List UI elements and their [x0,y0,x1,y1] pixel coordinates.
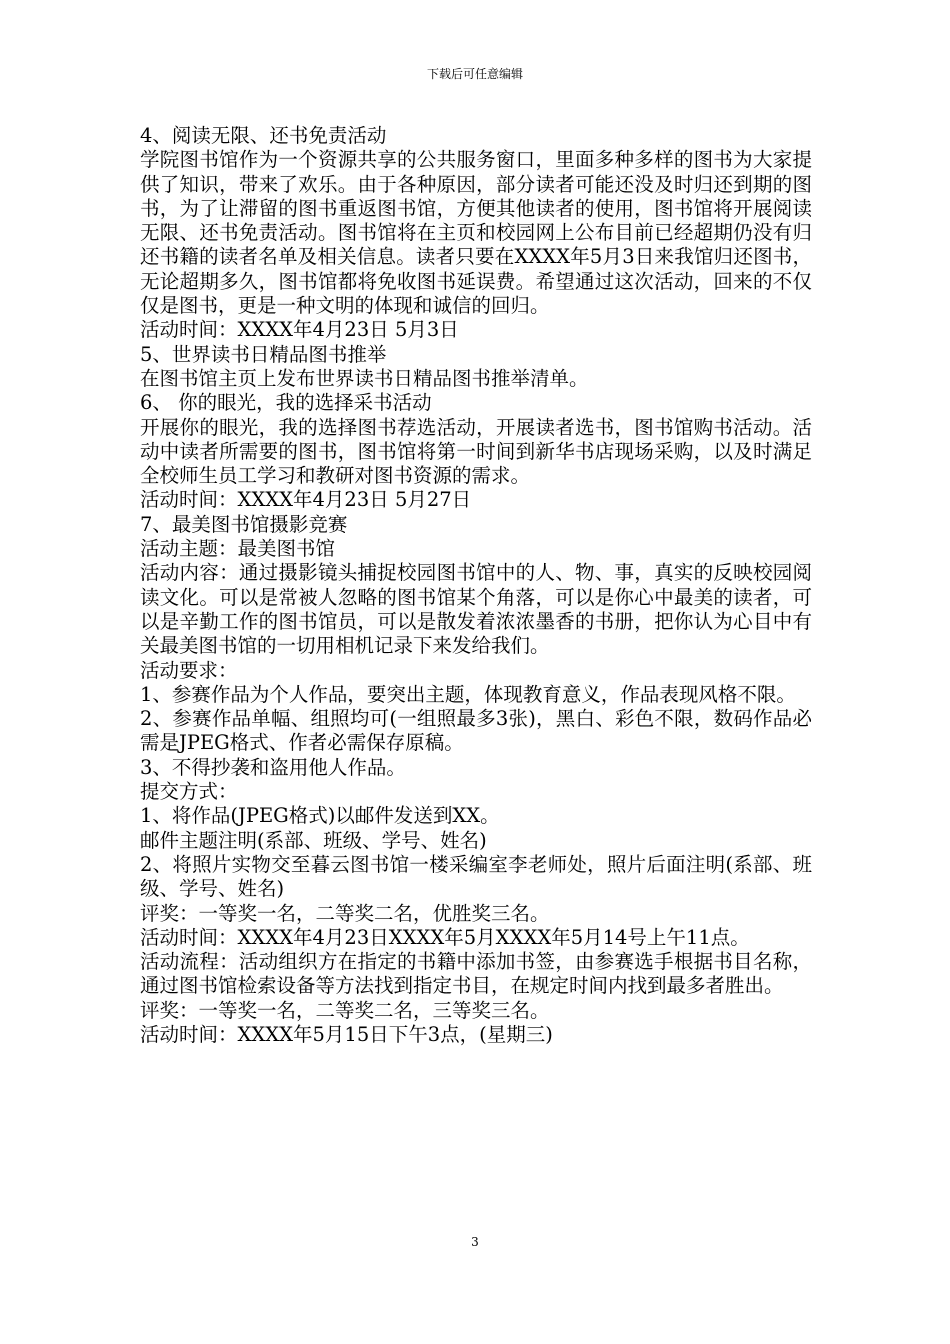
section-heading-6: 6、 你的眼光，我的选择采书活动 [140,391,432,415]
section-heading-7: 7、最美图书馆摄影竞赛 [140,512,348,536]
submission-item: 1、将作品(JPEG格式)以邮件发送到XX。 [140,804,500,828]
activity-time: 活动时间：XXXX年4月23日 5月27日 [140,488,472,512]
requirement-item: 2、参赛作品单幅、组照均可(一组照最多3张)，黑白、彩色不限，数码作品必需是JPEG格式、作者必需保存原稿。 [140,707,812,755]
paragraph: 开展你的眼光，我的选择图书荐选活动，开展读者选书，图书馆购书活动。活动中读者所需要的图书，图书馆将第一时间到新华书店现场采购，以及时满足全校师生员工学习和教研对图书资源的需求。 [140,415,812,488]
awards: 评奖：一等奖一名，二等奖二名，优胜奖三名。 [140,901,550,925]
section-heading-4: 4、阅读无限、还书免责活动 [140,124,387,147]
paragraph: 在图书馆主页上发布世界读书日精品图书推举清单。 [140,366,589,390]
submission-heading: 提交方式： [140,780,238,804]
activity-time: 活动时间：XXXX年4月23日XXXX年5月XXXX年5月14号上午11点。 [140,925,750,949]
activity-time: 活动时间：XXXX年5月15日下午3点，(星期三) [140,1022,553,1046]
requirement-item: 3、不得抄袭和盗用他人作品。 [140,755,406,779]
activity-theme: 活动主题：最美图书馆 [140,537,336,561]
document-body [140,124,812,1047]
requirements-heading: 活动要求： [140,658,238,682]
page-number: 3 [471,1235,479,1249]
requirement-item: 1、参赛作品为个人作品，要突出主题，体现教育意义，作品表现风格不限。 [140,682,796,706]
awards: 评奖：一等奖一名，二等奖二名，三等奖三名。 [140,998,550,1022]
activity-process: 活动流程：活动组织方在指定的书籍中添加书签，由参赛选手根据书目名称，通过图书馆检索设备等方法找到指定书目，在规定时间内找到最多者胜出。 [140,950,812,998]
paragraph: 学院图书馆作为一个资源共享的公共服务窗口，里面多种多样的图书为大家提供了知识，带来了欢乐。由于各种原因，部分读者可能还没及时归还到期的图书，为了让滞留的图书重返图书馆，方便其他读者的使用，图书馆将开展阅读无限、还书免责活动。图书馆将在主页和校园网上公布目前已经超期仍没有归还书籍的读者名单及相关信息。读者只要在XXXX年5月3日来我馆归还图书，无论超期多久，图书馆都将免收图书延误费。希望通过这次活动，回来的不仅仅是图书，更是一种文明的体现和诚信的回归。 [140,148,812,318]
activity-content: 活动内容：通过摄影镜头捕捉校园图书馆中的人、物、事，真实的反映校园阅读文化。可以是常被人忽略的图书馆某个角落，可以是你心中最美的读者，可以是辛勤工作的图书馆员，可以是散发着浓浓墨香的书册，把你认为心目中有关最美图书馆的一切用相机记录下来发给我们。 [140,561,812,658]
submission-item: 2、将照片实物交至暮云图书馆一楼采编室李老师处，照片后面注明(系部、班级、学号、姓名) [140,852,812,901]
activity-time: 活动时间：XXXX年4月23日 5月3日 [140,318,459,342]
page-header: 下载后可任意编辑 [426,67,523,81]
section-heading-5: 5、世界读书日精品图书推举 [140,342,387,366]
submission-note: 邮件主题注明(系部、班级、学号、姓名) [140,828,487,852]
